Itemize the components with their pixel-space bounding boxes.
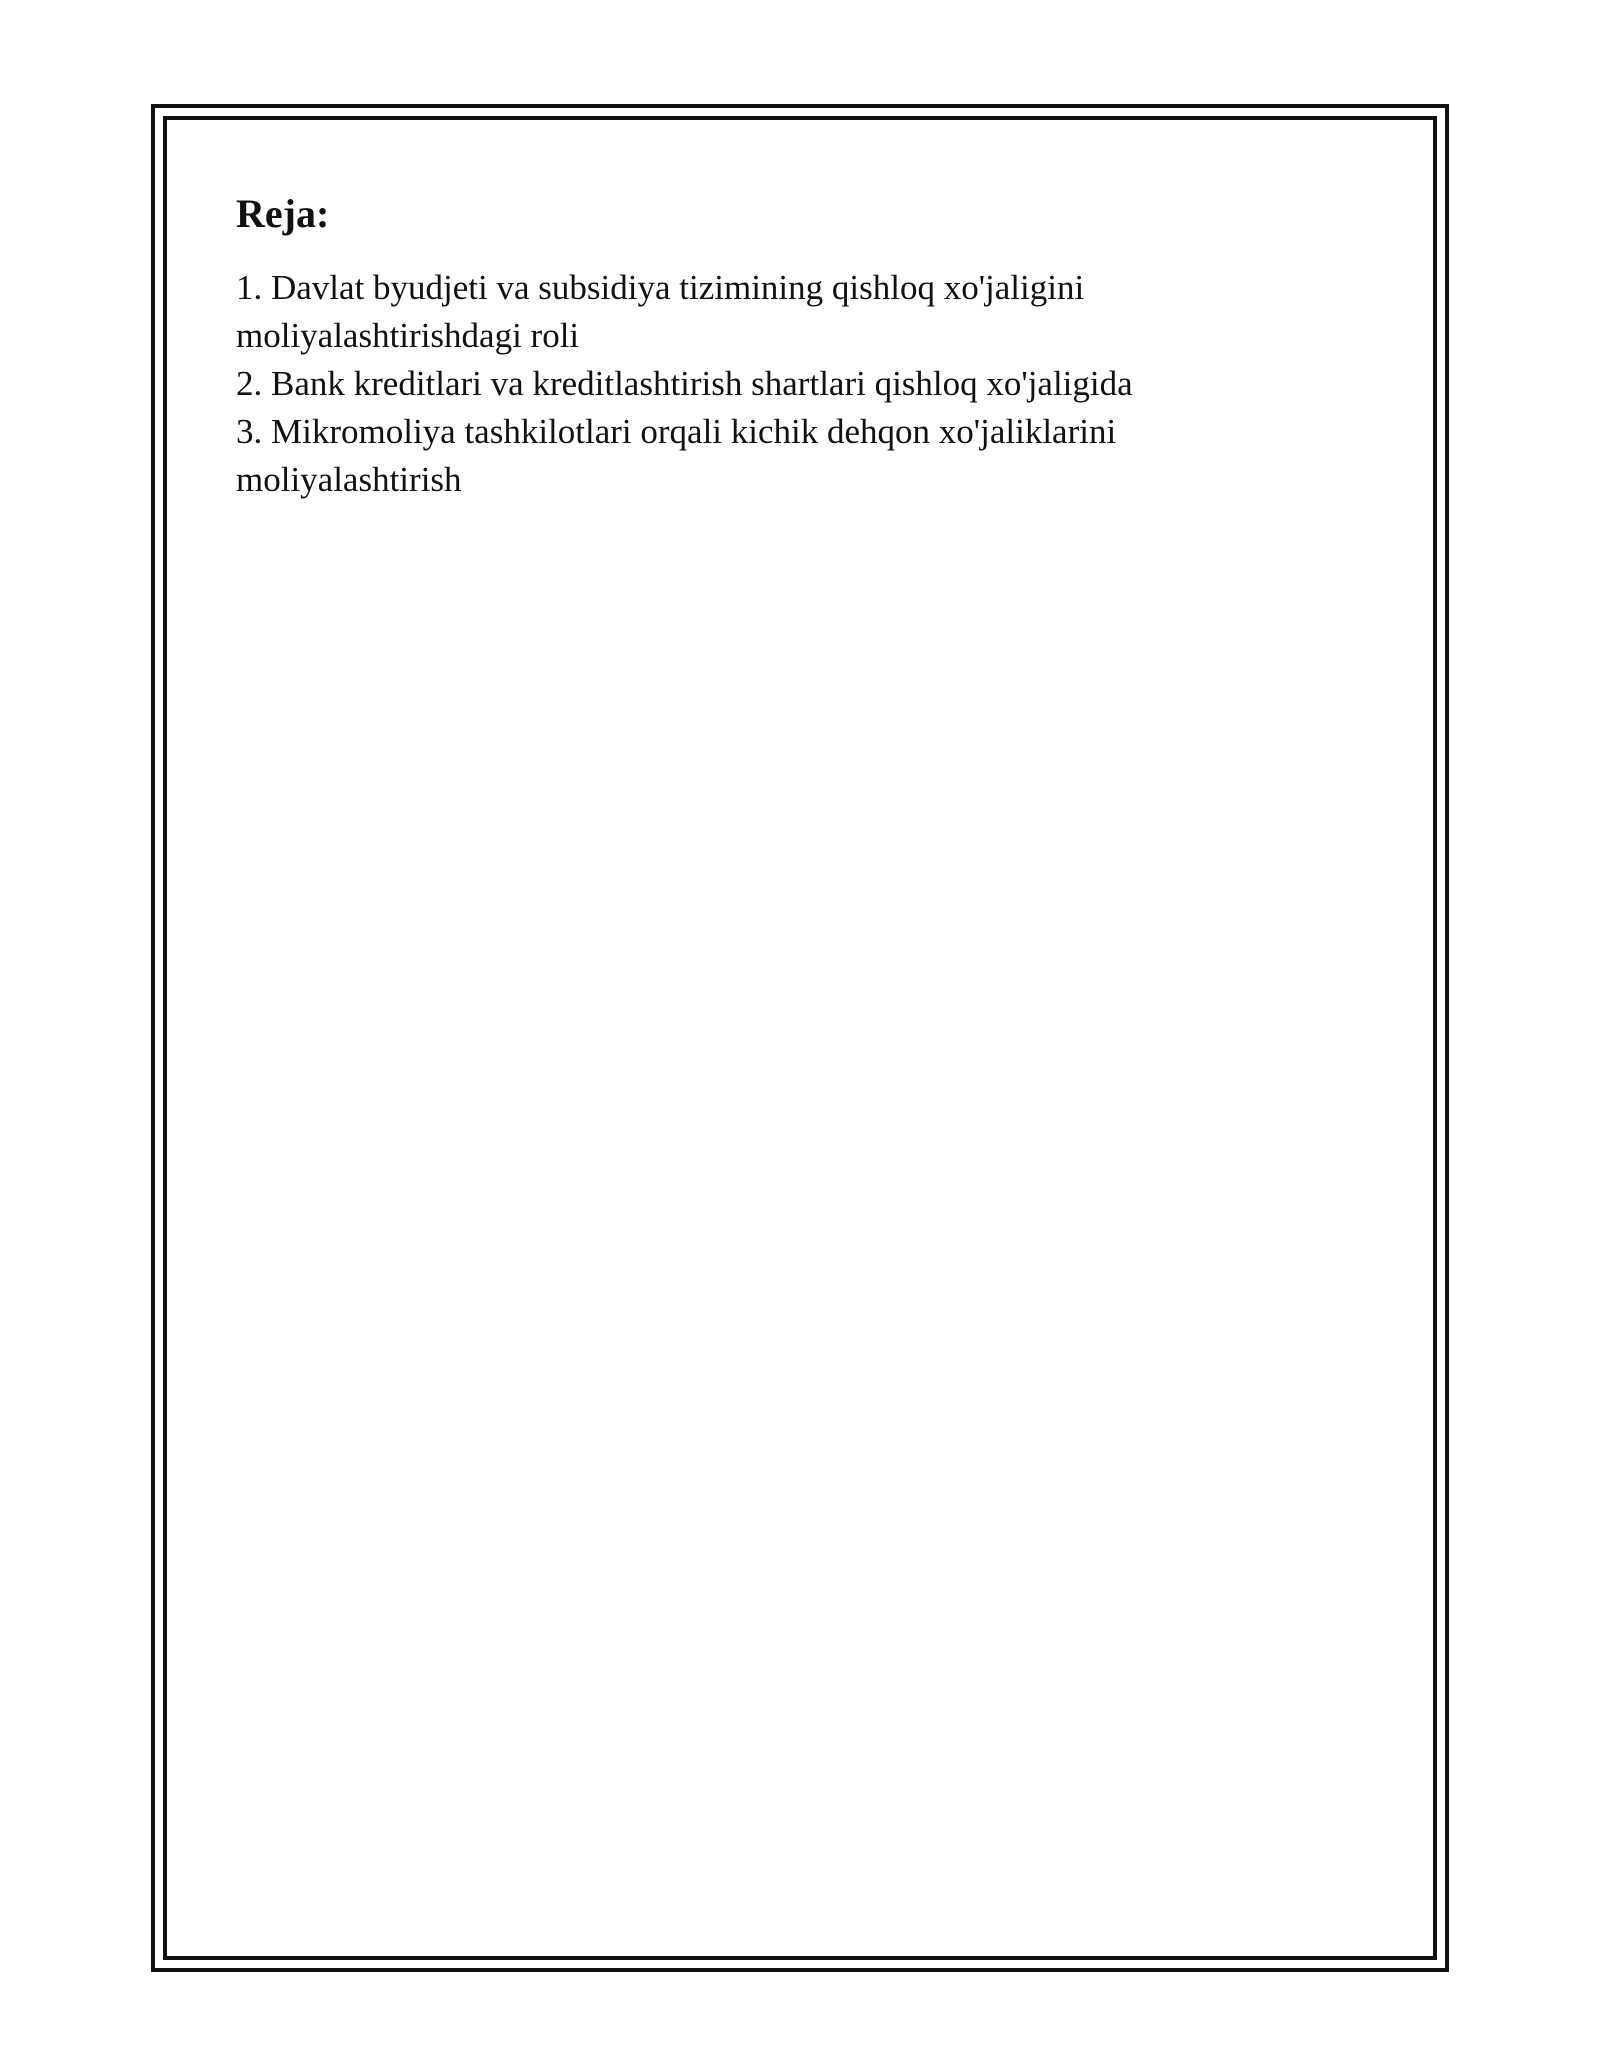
plan-item-1: 1. Davlat byudjeti va subsidiya tizimining qishloq xo'jaligini moliyalashtirishdagi roli [236, 268, 1085, 355]
plan-list [236, 264, 1376, 504]
plan-item-3: 3. Mikromoliya tashkilotlari orqali kichik dehqon xo'jaliklarini moliyalashtirish [236, 412, 1117, 499]
document-content [236, 190, 1376, 504]
plan-heading: Reja: [236, 191, 330, 236]
plan-item-2: 2. Bank kreditlari va kreditlashtirish shartlari qishloq xo'jaligida [236, 364, 1133, 403]
